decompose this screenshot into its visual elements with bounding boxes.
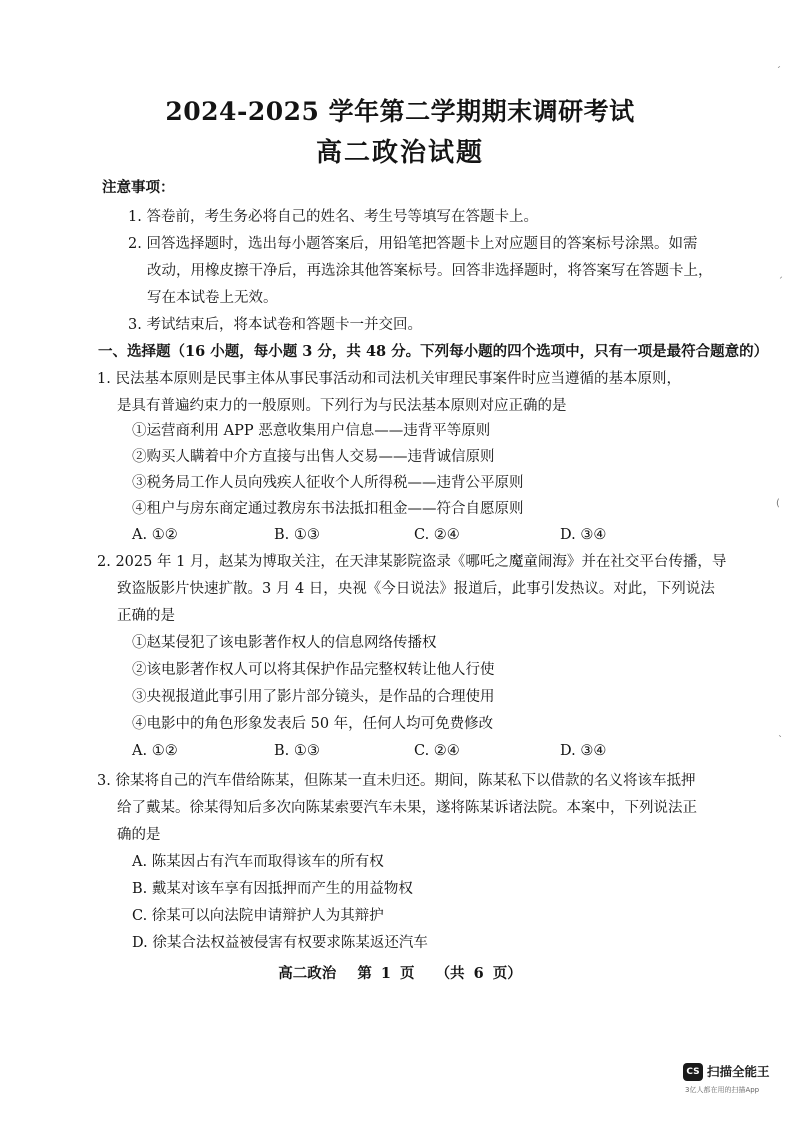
question-stem: 正确的是 <box>117 608 175 624</box>
option-c: C. ②④ <box>414 743 460 759</box>
scan-edge-mark: ˊ <box>776 66 781 77</box>
watermark-tagline: 3亿人都在用的扫描App <box>685 1086 760 1094</box>
footer-subject: 高二政治 <box>278 965 337 982</box>
question-choice-a: A. 陈某因占有汽车而取得该车的所有权 <box>132 854 384 870</box>
question-statement: ④电影中的角色形象发表后 50 年，任何人均可免费修改 <box>132 716 494 732</box>
notice-item: 1. 答卷前，考生务必将自己的姓名、考生号等填写在答题卡上。 <box>128 209 538 225</box>
notice-item: 写在本试卷上无效。 <box>147 290 278 306</box>
section-heading: 一、选择题（16 小题，每小题 3 分，共 48 分。下列每小题的四个选项中，只有一项是最符合题意的） <box>98 343 769 360</box>
question-stem: 是具有普遍约束力的一般原则。下列行为与民法基本原则对应正确的是 <box>117 398 567 414</box>
question-statement: ③税务局工作人员向残疾人征收个人所得税——违背公平原则 <box>132 475 524 491</box>
question-statement: ①赵某侵犯了该电影著作权人的信息网络传播权 <box>132 635 437 651</box>
exam-subject-title: 高二政治试题 <box>315 138 484 168</box>
watermark-app-name: 扫描全能王 <box>707 1064 770 1079</box>
question-stem: 致盗版影片快速扩散。3 月 4 日，央视《今日说法》报道后，此事引发热议。对此，下列说法 <box>117 581 715 597</box>
option-c: C. ②④ <box>414 527 460 543</box>
option-b: B. ①③ <box>274 743 320 759</box>
camscanner-logo-icon: CS <box>683 1063 703 1081</box>
question-choice-b: B. 戴某对该车享有因抵押而产生的用益物权 <box>132 881 413 897</box>
question-statement: ③央视报道此事引用了影片部分镜头，是作品的合理使用 <box>132 689 495 705</box>
answer-options <box>132 525 612 545</box>
question-choice-c: C. 徐某可以向法院申请辩护人为其辩护 <box>132 908 384 924</box>
page-footer <box>0 962 800 983</box>
option-d: D. ③④ <box>560 743 607 759</box>
notice-item: 2. 回答选择题时，选出每小题答案后，用铅笔把答题卡上对应题目的答案标号涂黑。如需 <box>128 236 698 252</box>
question-statement: ②购买人瞒着中介方直接与出售人交易——违背诚信原则 <box>132 449 495 465</box>
footer-total-pages: （共 6 页） <box>435 965 522 982</box>
question-statement: ②该电影著作权人可以将其保护作品完整权转让他人行使 <box>132 662 495 678</box>
notice-heading: 注意事项： <box>102 179 175 196</box>
option-d: D. ③④ <box>560 527 607 543</box>
question-stem: 2. 2025 年 1 月，赵某为博取关注，在天津某影院盗录《哪吒之魔童闹海》并在社交平台传播，导 <box>97 554 727 570</box>
notice-item: 改动，用橡皮擦干净后，再选涂其他答案标号。回答非选择题时，将答案写在答题卡上， <box>147 263 713 279</box>
question-statement: ④租户与房东商定通过教房东书法抵扣租金——符合自愿原则 <box>132 501 524 517</box>
option-a: A. ①② <box>132 743 178 759</box>
scanner-watermark <box>683 1063 783 1099</box>
question-stem: 给了戴某。徐某得知后多次向陈某索要汽车未果，遂将陈某诉诸法院。本案中，下列说法正 <box>117 800 697 816</box>
notice-item: 3. 考试结束后，将本试卷和答题卡一并交回。 <box>128 317 422 333</box>
question-stem: 1. 民法基本原则是民事主体从事民事活动和司法机关审理民事案件时应当遵循的基本原则， <box>97 371 681 387</box>
scan-edge-mark: ˋ <box>778 735 783 746</box>
question-stem: 确的是 <box>117 827 161 843</box>
question-statement: ①运营商利用 APP 恶意收集用户信息——违背平等原则 <box>132 423 491 439</box>
exam-title: 2024-2025 学年第二学期期末调研考试 <box>165 97 635 126</box>
scan-edge-mark: ˏ <box>778 268 783 279</box>
option-b: B. ①③ <box>274 527 320 543</box>
footer-page-number: 第 1 页 <box>357 965 415 982</box>
question-choice-d: D. 徐某合法权益被侵害有权要求陈某返还汽车 <box>132 935 428 951</box>
answer-options <box>132 741 612 761</box>
option-a: A. ①② <box>132 527 178 543</box>
scan-edge-mark: ( <box>776 498 780 509</box>
question-stem: 3. 徐某将自己的汽车借给陈某，但陈某一直未归还。期间，陈某私下以借款的名义将该车抵押 <box>97 773 696 789</box>
